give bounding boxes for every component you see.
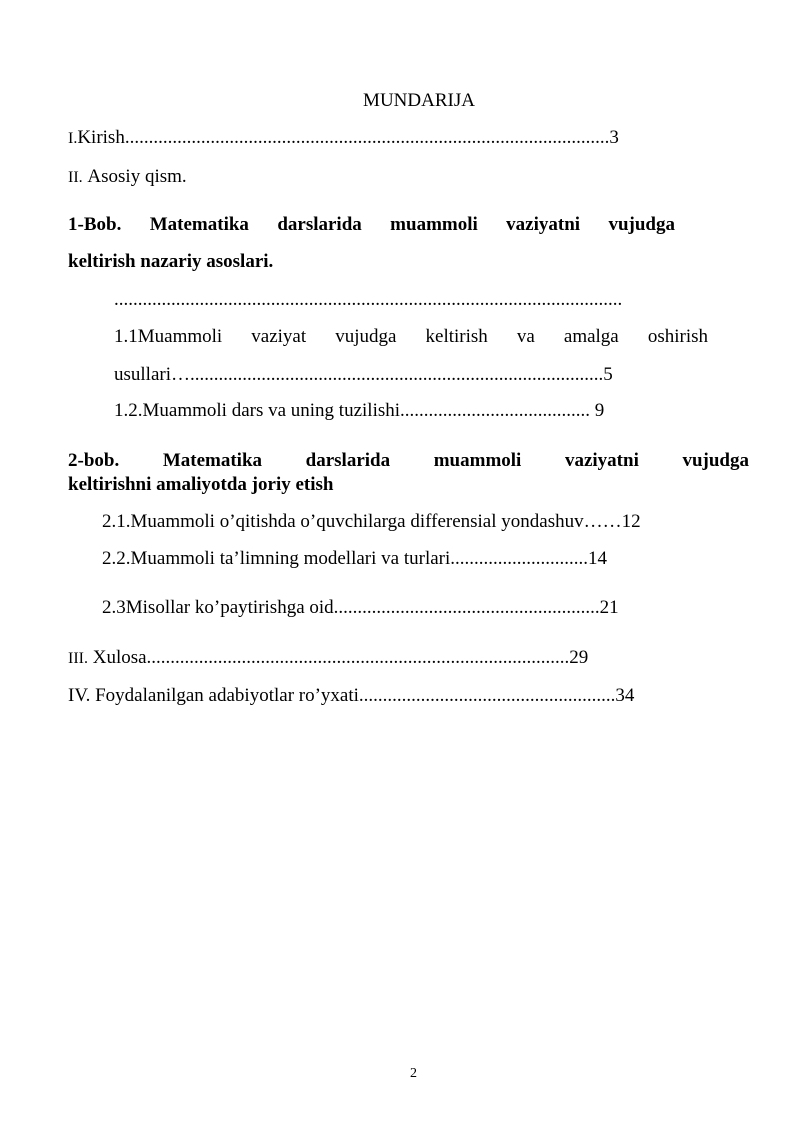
roman-numeral: II. <box>68 169 83 186</box>
toc-chapter-1-line-2: keltirish nazariy asoslari. <box>68 251 274 272</box>
toc-entry-asosiy-qism <box>68 166 187 188</box>
toc-section-2-3: 2.3Misollar ko’paytirishga oid........................................................21 <box>102 597 619 618</box>
roman-numeral: IV. <box>68 685 91 706</box>
toc-entry-text: Asosiy qism. <box>87 166 187 187</box>
toc-entry-xulosa <box>68 647 588 669</box>
toc-section-2-2: 2.2.Muammoli ta’limning modellari va turlari.............................14 <box>102 548 608 569</box>
toc-chapter-1-leader: ........................................................................................................... <box>114 289 623 310</box>
toc-entry-text: Xulosa.........................................................................................29 <box>92 647 589 668</box>
roman-numeral: III. <box>68 650 88 667</box>
toc-chapter-1-line-1: 1-Bob. Matematika darslarida muammoli vaziyatni vujudga <box>68 214 675 235</box>
toc-chapter-2-line-1: 2-bob. Matematika darslarida muammoli vaziyatni vujudga <box>68 450 749 471</box>
toc-section-1-1-line-1: 1.1Muammoli vaziyat vujudga keltirish va amalga oshirish <box>114 326 708 347</box>
toc-section-1-1-line-2: usullari….......................................................................................5 <box>114 364 613 385</box>
toc-entry-text: Foydalanilgan adabiyotlar ro’yxati......................................................34 <box>95 685 635 706</box>
toc-entry-adabiyotlar <box>68 685 634 707</box>
toc-entry-text: Kirish......................................................................................................3 <box>77 127 619 148</box>
page-number: 2 <box>410 1066 417 1081</box>
toc-chapter-2-line-2: keltirishni amaliyotda joriy etish <box>68 474 334 495</box>
toc-entry-kirish <box>68 127 619 149</box>
roman-numeral: I. <box>68 130 78 147</box>
toc-title: MUNDARIJA <box>363 90 475 111</box>
toc-section-2-1: 2.1.Muammoli o’qitishda o’quvchilarga differensial yondashuv……12 <box>102 511 641 532</box>
toc-section-1-2: 1.2.Muammoli dars va uning tuzilishi........................................ 9 <box>114 400 605 421</box>
